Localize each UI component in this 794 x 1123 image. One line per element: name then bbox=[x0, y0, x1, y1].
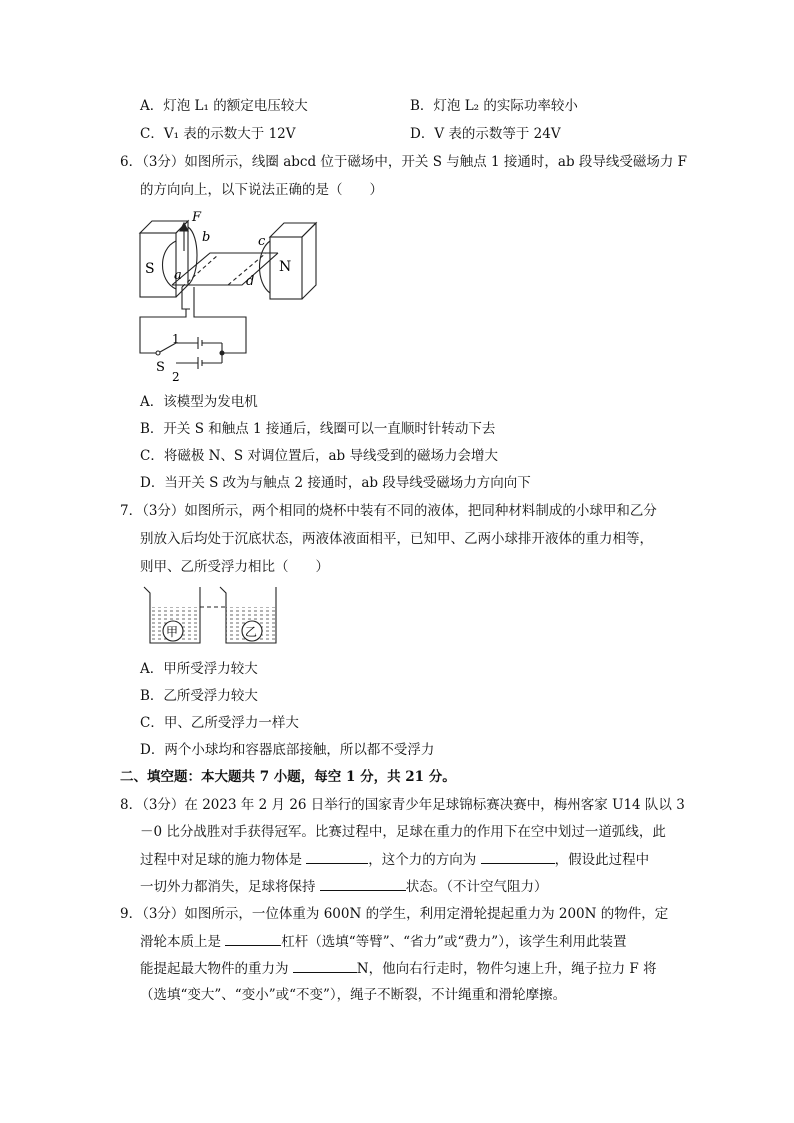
q9-line-3-text-b: N，他向右行走时，物件匀速上升，绳子拉力 F 将 bbox=[356, 961, 657, 977]
q8-blank-3[interactable] bbox=[320, 876, 406, 891]
label-d: d bbox=[246, 274, 255, 289]
q6-option-a: A．该模型为发电机 bbox=[140, 394, 258, 410]
label-c: c bbox=[258, 234, 266, 249]
q8-line-4-text-b: 状态。（不计空气阻力） bbox=[405, 879, 548, 895]
q8-line-3 bbox=[140, 849, 649, 870]
ball-yi-label: 乙 bbox=[245, 625, 258, 639]
q6-option-b: B．开关 S 和触点 1 接通后，线圈可以一直顺时针转动下去 bbox=[140, 421, 496, 437]
q7-option-c: C．甲、乙所受浮力一样大 bbox=[140, 715, 299, 731]
label-contact-1: 1 bbox=[172, 332, 180, 346]
q9-line-2-text-a: 滑轮本质上是 bbox=[140, 934, 226, 950]
q8-line-3-text-c: ，假设此过程中 bbox=[554, 852, 650, 868]
q9-line-2-text-b: 杠杆（选填“等臂”、“省力”或“费力”），该学生利用此装置 bbox=[281, 934, 627, 950]
label-switch-s: S bbox=[156, 360, 165, 375]
q9-line-3 bbox=[140, 958, 657, 979]
motor-diagram bbox=[130, 205, 330, 385]
q8-line-4-text-a: 一切外力都消失，足球将保持 bbox=[140, 879, 320, 895]
q5-option-b: B．灯泡 L₂ 的实际功率较小 bbox=[410, 98, 578, 114]
q7-option-a: A．甲所受浮力较大 bbox=[140, 661, 258, 677]
q8-line-3-text-b: ，这个力的方向为 bbox=[368, 852, 481, 868]
section-2-heading: 二、填空题：本大题共 7 小题，每空 1 分，共 21 分。 bbox=[120, 769, 456, 785]
label-f: F bbox=[192, 210, 202, 225]
q9-line-3-text-a: 能提起最大物件的重力为 bbox=[140, 961, 293, 977]
q6-option-d: D．当开关 S 改为与触点 2 接通时，ab 段导线受磁场力方向向下 bbox=[140, 475, 531, 491]
label-a: a bbox=[174, 268, 182, 283]
q8-line-2: －0 比分战胜对手获得冠军。比赛过程中，足球在重力的作用下在空中划过一道弧线，此 bbox=[140, 824, 666, 840]
s-magnet bbox=[140, 221, 197, 297]
q6-stem-line-2: 的方向向上，以下说法正确的是（ ） bbox=[140, 182, 383, 198]
beaker-right bbox=[220, 587, 276, 643]
q9-line-2 bbox=[140, 931, 626, 952]
q5-option-c: C．V₁ 表的示数大于 12V bbox=[140, 126, 296, 142]
q8-line-4 bbox=[140, 876, 548, 897]
q7-option-d: D．两个小球均和容器底部接触，所以都不受浮力 bbox=[140, 742, 435, 758]
q7-stem-line-3: 则甲、乙所受浮力相比（ ） bbox=[140, 559, 329, 575]
q7-stem-line-2: 别放入后均处于沉底状态，两液体液面相平，已知甲、乙两小球排开液体的重力相等， bbox=[140, 531, 653, 547]
q6-stem-line-1: 6．（3分）如图所示，线圈 abcd 位于磁场中，开关 S 与触点 1 接通时，ab 段导线受磁场力 F bbox=[120, 154, 688, 170]
q8-line-3-text-a: 过程中对足球的施力物体是 bbox=[140, 852, 307, 868]
ball-jia-label: 甲 bbox=[166, 625, 179, 639]
beakers-diagram bbox=[140, 585, 290, 649]
label-n-pole: N bbox=[279, 259, 292, 275]
label-s-pole: S bbox=[145, 261, 155, 277]
q8-line-1: 8．（3分）在 2023 年 2 月 26 日举行的国家青少年足球锦标赛决赛中，梅州客家 U14 队以 3 bbox=[120, 797, 685, 813]
q6-option-c: C．将磁极 N、S 对调位置后，ab 导线受到的磁场力会增大 bbox=[140, 448, 498, 464]
q5-option-d: D．V 表的示数等于 24V bbox=[410, 126, 561, 142]
q5-option-a: A．灯泡 L₁ 的额定电压较大 bbox=[140, 98, 308, 114]
label-b: b bbox=[202, 230, 211, 245]
q9-blank-2[interactable] bbox=[293, 958, 357, 973]
q8-blank-1[interactable] bbox=[306, 849, 368, 864]
q7-stem-line-1: 7．（3分）如图所示，两个相同的烧杯中装有不同的液体，把同种材料制成的小球甲和乙分 bbox=[120, 503, 657, 519]
q9-blank-1[interactable] bbox=[225, 931, 281, 946]
label-contact-2: 2 bbox=[172, 370, 180, 384]
q8-blank-2[interactable] bbox=[481, 849, 555, 864]
q9-line-1: 9．（3分）如图所示，一位体重为 600N 的学生，利用定滑轮提起重力为 200N 的物件，定 bbox=[120, 906, 669, 922]
q7-option-b: B．乙所受浮力较大 bbox=[140, 688, 258, 704]
beaker-left bbox=[144, 587, 200, 643]
q9-line-4: （选填“变大”、“变小”或“不变”），绳子不断裂，不计绳重和滑轮摩擦。 bbox=[140, 987, 567, 1003]
